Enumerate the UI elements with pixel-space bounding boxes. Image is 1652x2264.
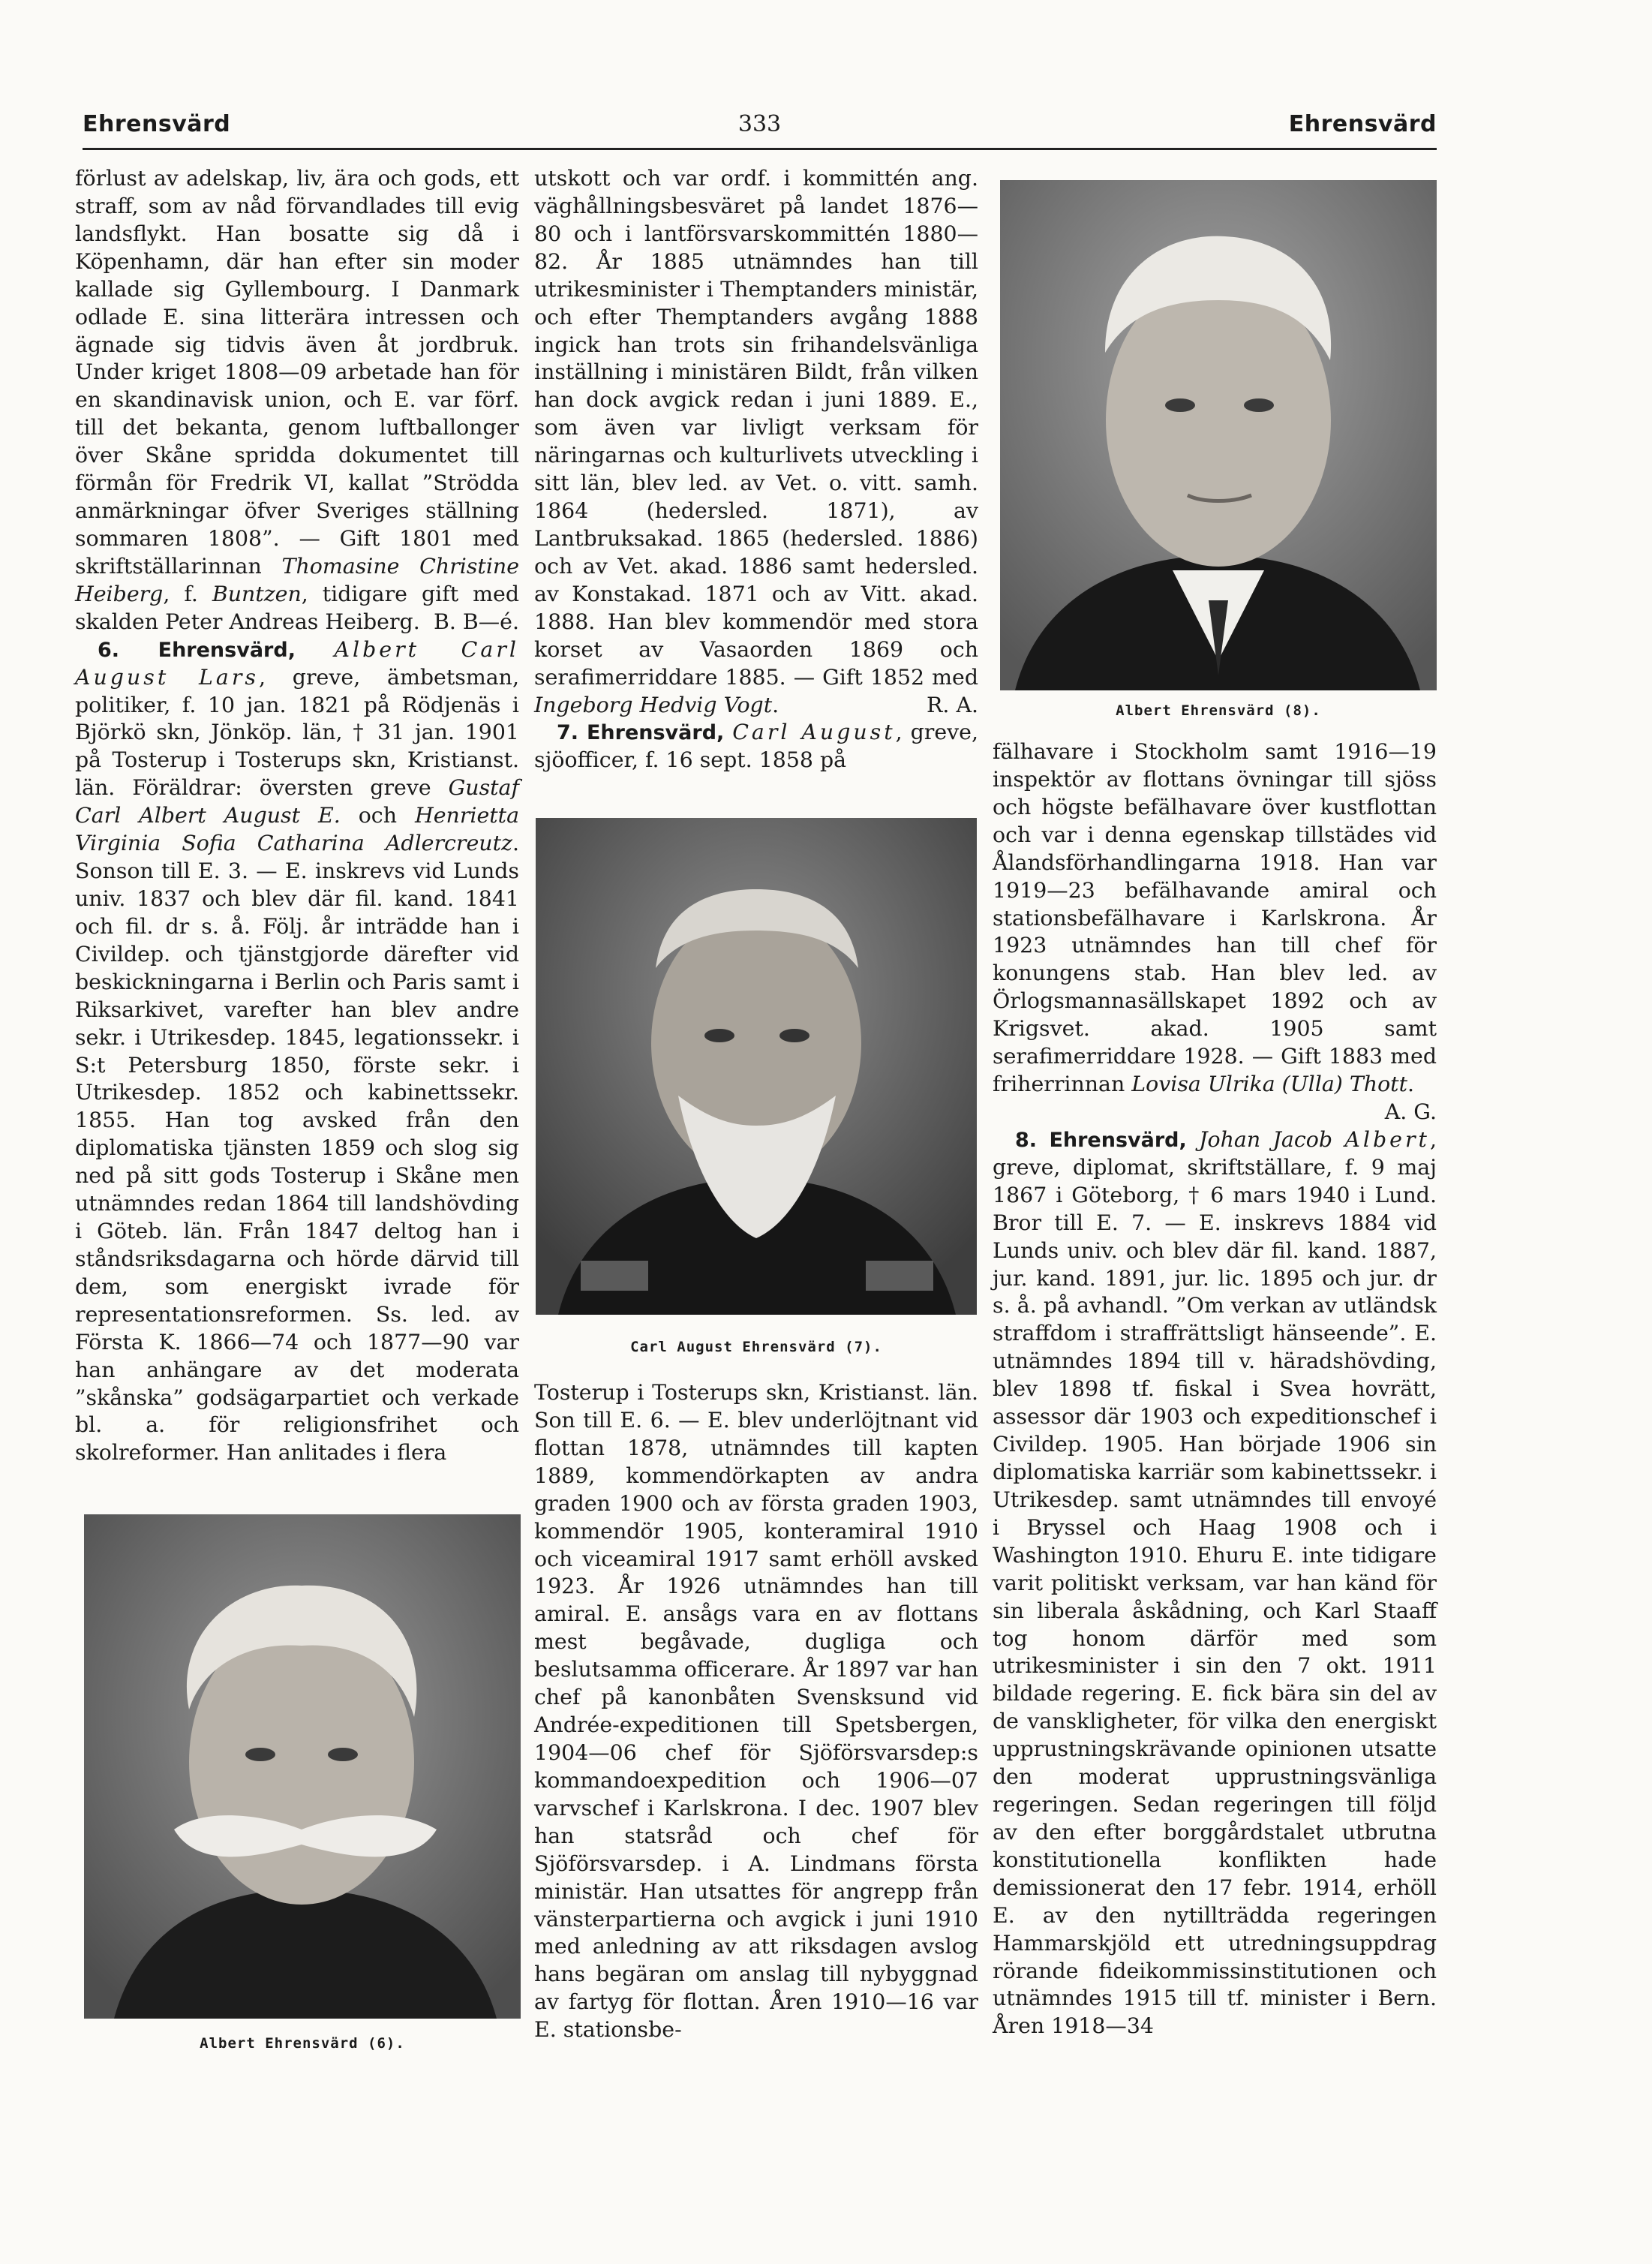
paragraph-5-end: förlust av adelskap, liv, ära och gods, ett straff, som av nåd förvandlades till evig landsflykt. Han bosatte sig då i Köpenhamn, där han efter sin moder kallade sig Gyllembourg. I Danmark odlade E. sina litterära intressen och ägnade sig tidvis även åt jordbruk. Under kriget 1808—09 arbetade han för en skandinavisk union, och E. var förf. till det bekanta, genom luftballonger över Skåne spridda dokumentet till förmån för Fredrik VI, kallat ”Strödda anmärkningar öfver Sveriges ställning sommaren 1808”. — Gift 1801 med skriftställarinnan Thomasine Christine Heiberg, f. Buntzen, tidigare gift med skalden Peter Andreas Heiberg. B. B—é. bbox=[75, 165, 519, 636]
portrait-albert-6 bbox=[84, 1514, 521, 2019]
spouse-name: Thomasine Christine Heiberg bbox=[75, 553, 519, 606]
author-signature: A. G. bbox=[1384, 1099, 1437, 1124]
entry-given-names: Johan Jacob bbox=[1199, 1126, 1333, 1152]
portrait-carl-august-7-image bbox=[536, 818, 977, 1315]
entry-number: 8. bbox=[1015, 1128, 1038, 1152]
text-column-1 bbox=[75, 165, 519, 1467]
text-column-3 bbox=[993, 738, 1437, 2040]
caption-carl-august-7: Carl August Ehrensvärd (7). bbox=[630, 1339, 882, 1355]
portrait-albert-6-image bbox=[84, 1514, 521, 2019]
page-number: 333 bbox=[737, 111, 782, 137]
entry-number: 6. bbox=[98, 638, 120, 662]
author-signature: B. B—é. bbox=[434, 609, 519, 634]
entry-8: 8. Ehrensvärd, Johan Jacob Albert, greve, diplomat, skriftställare, f. 9 maj 1867 i Göteborg, † 6 mars 1940 i Lund. Bror till E. 7. — E. inskrevs 1884 vid Lunds univ. och blev där fil. kand. 1887, jur. kand. 1891, jur. lic. 1895 och jur. dr s. å. på avhandl. ”Om verkan av utländsk straffdom i straffrättsligt hänseende”. E. utnämndes 1894 till v. häradshövding, blev 1898 tf. fiskal i Svea hovrätt, assessor där 1903 och expeditionschef i Civildep. 1905. Han började 1906 sin diplomatiska karriär som kabinettssekr. i Utrikesdep. samt utnämndes till envoyé i Bryssel och Haag 1908 och i Washington 1910. Ehuru E. inte tidigare varit politiskt verksam, var han känd för sin liberala åskådning, och Karl Staaff tog honom därför med som utrikesminister i sin den 7 okt. 1911 bildade regering. E. fick bära sin del av de vanskligheter, för vilka den energiskt upprustningskrävande opinionen utsatte den moderat upprustningsvänliga regeringen. Sedan regeringen till följd av den efter borggårdstalet utbrutna konstitutionella konflikten hade demissionerat den 17 febr. 1914, erhöll E. av den nytillträdda regeringen Hammarskjöld ett utredningsuppdrag rörande fideikommissinstitutionen och utnämndes 1915 till tf. minister i Bern. Åren 1918—34 bbox=[993, 1126, 1437, 2039]
entry-7-end: fälhavare i Stockholm samt 1916—19 inspektör av flottans övningar till sjöss och högste befälhavare över kustflottan och var i denna egenskap tillstädes vid Ålandsförhandlingarna 1918. Han var 1919—23 befälhavande amiral och stationsbefälhavare i Karlskrona. År 1923 utnämndes han till chef för konungens stab. Han blev led. av Örlogsmannasällskapet 1892 och av Krigsvet. akad. 1905 samt serafimerriddare 1928. — Gift 1883 med friherrinnan Lovisa Ulrika (Ulla) Thott. A. G. bbox=[993, 738, 1437, 1099]
entry-given-names: Albert Carl August Lars bbox=[75, 636, 519, 690]
caption-albert-6: Albert Ehrensvärd (6). bbox=[200, 2035, 405, 2052]
spouse-name: Lovisa Ulrika (Ulla) Thott bbox=[1131, 1072, 1408, 1097]
header-left-name: Ehrensvärd bbox=[83, 111, 231, 137]
spouse-name: Ingeborg Hedvig Vogt bbox=[534, 692, 773, 717]
entry-6: 6. Ehrensvärd, Albert Carl August Lars, greve, ämbetsman, politiker, f. 10 jan. 1821 på Rödjenäs i Björkö skn, Jönköp. län, † 31 jan. 1901 på Tosterup i Tosterups skn, Kristianst. län. Föräldrar: översten greve Gustaf Carl Albert August E. och Henrietta Virginia Sofia Catharina Adlercreutz. Sonson till E. 3. — E. inskrevs vid Lunds univ. 1837 och blev där fil. kand. 1841 och fil. dr s. å. Följ. år inträdde han i Civildep. och tjänstgjorde därefter vid beskickningarna i Berlin och Paris samt i Riksarkivet, varefter han blev andre sekr. i Utrikesdep. 1845, legationssekr. i S:t Petersburg 1850, förste sekr. i Utrikesdep. 1852 och kabinettssekr. 1855. Han tog avsked från den diplomatiska tjänsten 1859 och slog sig ned på sitt gods Tosterup i Skåne men utnämndes redan 1864 till landshövding i Göteb. län. Från 1847 deltog han i ståndsriksdagarna och hörde därvid till dem, som energiskt ivrade för representationsreformen. Ss. led. av Första K. 1866—74 och 1877—90 var han anhängare av det moderata ”skånska” godsägarpartiet och verkade bl. a. för religionsfrihet och skolreformer. Han anlitades i flera bbox=[75, 636, 520, 1466]
spouse-maiden-name: Buntzen bbox=[212, 581, 302, 606]
portrait-albert-8 bbox=[1000, 180, 1437, 690]
entry-number: 7. bbox=[557, 721, 579, 745]
entry-surname: Ehrensvärd, bbox=[1049, 1128, 1187, 1152]
entry-6-continued: utskott och var ordf. i kommittén ang. väghållningsbesväret på landet 1876—80 och i lantförsvarskommittén 1880—82. År 1885 utnämndes han till utrikesminister i Themptanders ministär, och efter Themptanders avgång 1888 ingick han trots sin frihandelsvänliga inställning i ministären Bildt, från vilken han dock avgick redan i juni 1889. E., som även var livligt verksam för näringarnas och kulturlivets utveckling i sitt län, blev led. av Vet. o. vitt. samh. 1864 (hedersled. 1871), av Lantbruksakad. 1865 (hedersled. 1886) och av Vet. akad. 1886 samt hedersled. av Konstakad. 1871 och av Vitt. akad. 1888. Han blev kommendör med stora korset av Vasaorden 1869 och serafimerriddare 1885. — Gift 1852 med Ingeborg Hedvig Vogt. R. A. bbox=[534, 165, 978, 719]
portrait-albert-8-image bbox=[1000, 180, 1437, 690]
father-name: Gustaf Carl Albert August E. bbox=[75, 775, 519, 828]
portrait-carl-august-7 bbox=[536, 818, 977, 1315]
text-column-2-lower bbox=[534, 1379, 978, 2044]
running-header bbox=[83, 111, 1437, 144]
header-rule bbox=[83, 148, 1437, 150]
entry-given-names: Carl August bbox=[732, 720, 896, 745]
entry-given-name-spaced: Albert bbox=[1344, 1126, 1430, 1152]
entry-7-continued: Tosterup i Tosterups skn, Kristianst. län. Son till E. 6. — E. blev underlöjtnant vid flottan 1878, utnämndes till kapten 1889, kommendörkapten av andra graden 1900 och av första graden 1903, kommendör 1905, konteramiral 1910 och viceamiral 1917 samt erhöll avsked 1923. År 1926 utnämndes han till amiral. E. ansågs vara en av flottans mest begåvade, dugliga och beslutsamma officerare. År 1897 var han chef på kanonbåten Svensksund vid Andrée-expeditionen till Spetsbergen, 1904—06 chef för Sjöförsvarsdep:s kommandoexpedition och 1906—07 varvschef i Karlskrona. I dec. 1907 blev han statsråd och chef för Sjöförsvarsdep. i A. Lindmans första ministär. Han utsattes för angrepp från vänsterpartierna och avgick i juni 1910 med anledning av att riksdagen avslog hans begäran om anslag till nybyggnad av fartyg för flottan. Åren 1910—16 var E. stationsbe- bbox=[534, 1380, 978, 2043]
mother-name: Henrietta Virginia Sofia Catharina Adlercreutz bbox=[75, 803, 520, 856]
header-right-name: Ehrensvärd bbox=[1288, 111, 1437, 137]
entry-surname: Ehrensvärd, bbox=[586, 721, 725, 745]
caption-albert-8: Albert Ehrensvärd (8). bbox=[1116, 702, 1321, 719]
entry-surname: Ehrensvärd, bbox=[158, 638, 296, 662]
author-signature: R. A. bbox=[927, 692, 978, 717]
entry-7: 7. Ehrensvärd, Carl August, greve, sjöofficer, f. 16 sept. 1858 på bbox=[534, 720, 978, 773]
text-column-2 bbox=[534, 165, 978, 774]
